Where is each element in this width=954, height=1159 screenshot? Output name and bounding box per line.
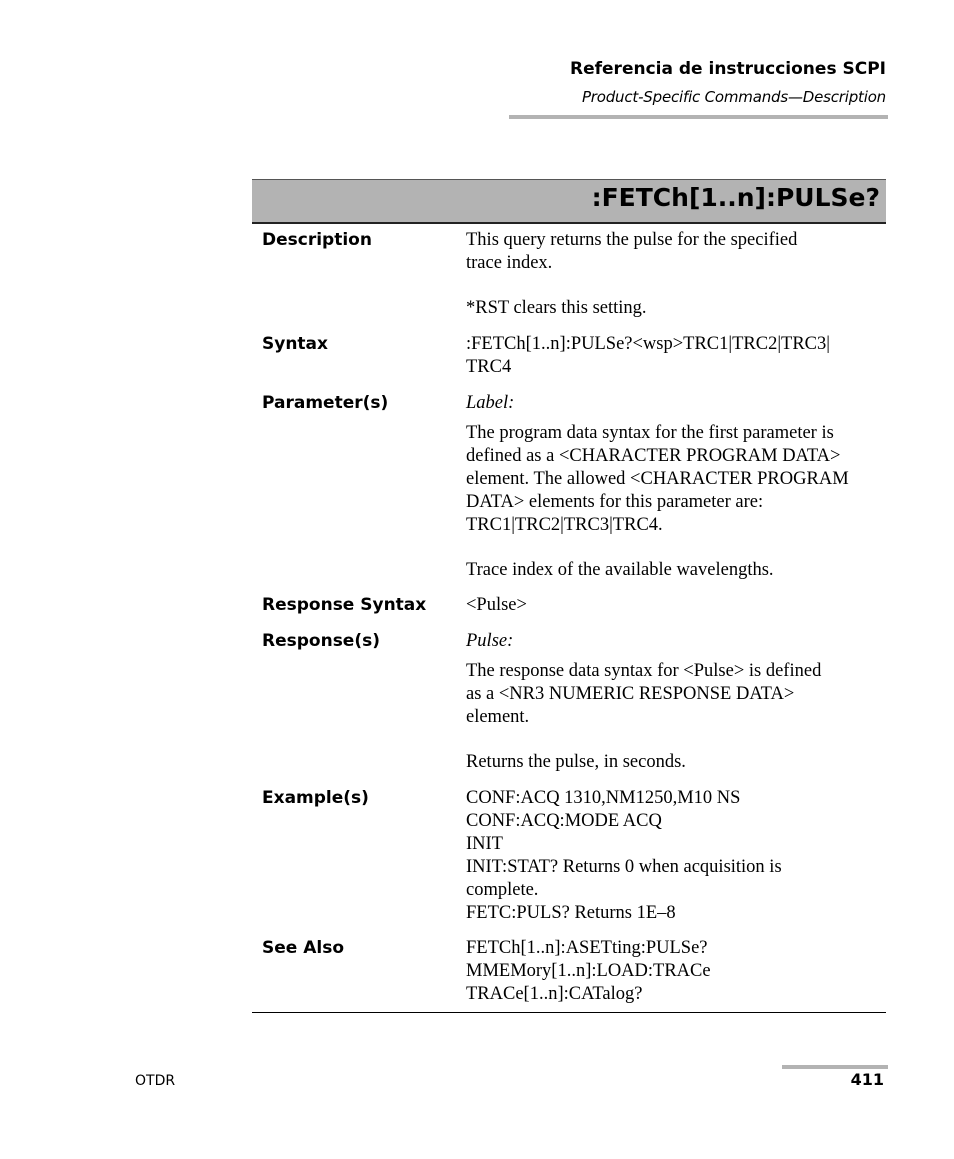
header-subtitle: Product-Specific Commands—Description (581, 88, 886, 106)
description-label: Description (262, 230, 372, 250)
example-line: CONF:ACQ:MODE ACQ (466, 811, 662, 831)
parameter-line: Trace index of the available wavelengths. (466, 560, 774, 580)
response-line: as a <NR3 NUMERIC RESPONSE DATA> (466, 684, 795, 704)
example-line: INIT:STAT? Returns 0 when acquisition is (466, 857, 782, 877)
description-text (466, 229, 884, 320)
response-line: Returns the pulse, in seconds. (466, 752, 686, 772)
example-line: FETC:PULS? Returns 1E–8 (466, 903, 676, 923)
parameters-text (466, 392, 884, 582)
example-line: CONF:ACQ 1310,NM1250,M10 NS (466, 788, 741, 808)
response-syntax-label: Response Syntax (262, 595, 427, 615)
see-also-line: MMEMory[1..n]:LOAD:TRACe (466, 961, 711, 981)
parameters-label: Parameter(s) (262, 393, 389, 413)
examples-label: Example(s) (262, 788, 369, 808)
syntax-line: :FETCh[1..n]:PULSe?<wsp>TRC1|TRC2|TRC3| (466, 334, 830, 354)
description-line: trace index. (466, 253, 553, 273)
syntax-text (466, 333, 884, 379)
command-title-bar (252, 179, 886, 224)
examples-text (466, 787, 884, 925)
response-name: Pulse: (466, 631, 514, 651)
header-title: Referencia de instrucciones SCPI (570, 59, 886, 79)
see-also-text (466, 937, 884, 1006)
parameter-line: TRC1|TRC2|TRC3|TRC4. (466, 515, 663, 535)
see-also-label: See Also (262, 938, 345, 958)
table-bottom-rule (252, 1012, 886, 1013)
see-also-line: TRACe[1..n]:CATalog? (466, 984, 643, 1004)
command-title: :FETCh[1..n]:PULSe? (591, 183, 880, 212)
response-syntax-value: <Pulse> (466, 595, 527, 615)
responses-label: Response(s) (262, 631, 380, 651)
see-also-line: FETCh[1..n]:ASETting:PULSe? (466, 938, 708, 958)
parameter-line: DATA> elements for this parameter are: (466, 492, 764, 512)
parameter-name: Label: (466, 393, 515, 413)
syntax-line: TRC4 (466, 357, 512, 377)
parameter-line: defined as a <CHARACTER PROGRAM DATA> (466, 446, 841, 466)
page-number: 411 (850, 1070, 884, 1089)
footer-divider (782, 1065, 888, 1069)
response-line: The response data syntax for <Pulse> is defined (466, 661, 822, 681)
parameter-line: The program data syntax for the first parameter is (466, 423, 834, 443)
syntax-label: Syntax (262, 334, 328, 354)
response-line: element. (466, 707, 530, 727)
parameter-line: element. The allowed <CHARACTER PROGRAM (466, 469, 849, 489)
responses-text (466, 630, 884, 774)
header-divider (509, 115, 888, 119)
example-line: INIT (466, 834, 503, 854)
footer-product: OTDR (135, 1073, 176, 1089)
description-line: This query returns the pulse for the specified (466, 230, 798, 250)
example-line: complete. (466, 880, 539, 900)
description-line: *RST clears this setting. (466, 298, 647, 318)
